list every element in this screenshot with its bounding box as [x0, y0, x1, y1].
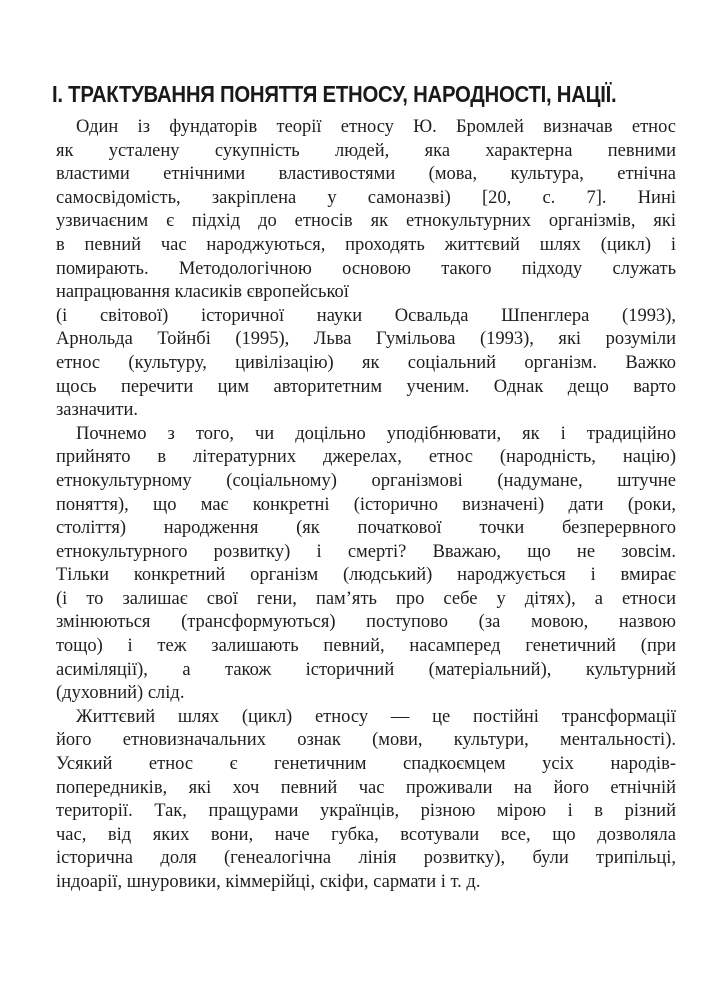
- text-line: історична доля (генеалогічна лінія розвитку), були трипільці,: [56, 848, 676, 869]
- text-line: етнос (культуру, цивілізацію) як соціальний організм. Важко: [56, 352, 676, 373]
- text-line: Усякий етнос є генетичним спадкоємцем усіх народів-: [56, 754, 676, 775]
- text-line: самосвідомість, закріплена у самоназві) [20, с. 7]. Нині: [56, 187, 676, 208]
- text-line: (духовний) слід.: [56, 683, 185, 704]
- text-line: тощо) і теж залишають певний, насамперед генетичний (при: [56, 636, 676, 657]
- text-line: етнокультурному (соціальному) організмові (надумане, штучне: [56, 470, 676, 491]
- text-line: напрацювання класиків європейської: [56, 282, 349, 303]
- text-line: території. Так, пращурами українців, різною мірою і в різний: [56, 801, 676, 822]
- text-line: Почнемо з того, чи доцільно уподібнювати, як і традиційно: [76, 423, 676, 444]
- body-text: [56, 116, 676, 895]
- text-line: Арнольда Тойнбі (1995), Льва Гумільова (1993), які розуміли: [56, 329, 676, 350]
- paragraph-1: [56, 116, 676, 423]
- text-line: (і світової) історичної науки Освальда Шпенглера (1993),: [56, 305, 676, 326]
- text-line: час, від яких вони, наче губка, всотували все, що дозволяла: [56, 824, 676, 845]
- text-line: властими етнічними властивостями (мова, культура, етнічна: [56, 164, 676, 185]
- text-line: асиміляції), а також історичний (матеріальний), культурний: [56, 659, 676, 680]
- text-line: Життєвий шлях (цикл) етносу — це постійні трансформації: [76, 706, 676, 727]
- text-line: як усталену сукупність людей, яка характерна певними: [56, 140, 676, 161]
- text-line: поняття), що має конкретні (історично визначені) дати (роки,: [56, 494, 676, 515]
- text-line: зазначити.: [56, 400, 139, 421]
- text-line: щось перечити цим авторитетним ученим. Однак дещо варто: [56, 376, 676, 397]
- text-line: помирають. Методологічною основою такого підходу служать: [56, 258, 676, 279]
- text-line: століття) народження (як початкової точки безперервного: [56, 518, 676, 539]
- text-line: в певний час народжуються, проходять життєвий шлях (цикл) і: [56, 234, 676, 255]
- chapter-title: І. ТРАКТУВАННЯ ПОНЯТТЯ ЕТНОСУ, НАРОДНОСТІ, НАЦІЇ.: [52, 81, 617, 107]
- text-line: прийнято в літературних джерелах, етнос (народність, націю): [56, 447, 676, 468]
- text-line: Один із фундаторів теорії етносу Ю. Бромлей визначав етнос: [76, 117, 676, 137]
- text-line: (і то залишає свої гени, пам’ять про себе у дітях), а етноси: [56, 588, 676, 609]
- text-line: змінюються (трансформуються) поступово (за мовою, назвою: [56, 612, 676, 633]
- paragraph-2: [56, 423, 676, 706]
- text-line: Тільки конкретний організм (людський) народжується і вмирає: [56, 565, 676, 586]
- text-line: попередників, які хоч певний час проживали на його етнічній: [56, 777, 676, 798]
- paragraph-3: [56, 706, 676, 895]
- text-line: його етновизначальних ознак (мови, культури, ментальності).: [56, 730, 676, 751]
- text-line: індоарії, шнуровики, кіммерійці, скіфи, сармати і т. д.: [56, 872, 481, 892]
- text-line: узвичаєним є підхід до етносів як етнокультурних організмів, які: [56, 211, 676, 232]
- text-line: етнокультурного розвитку) і смерті? Вважаю, що не зовсім.: [56, 541, 676, 562]
